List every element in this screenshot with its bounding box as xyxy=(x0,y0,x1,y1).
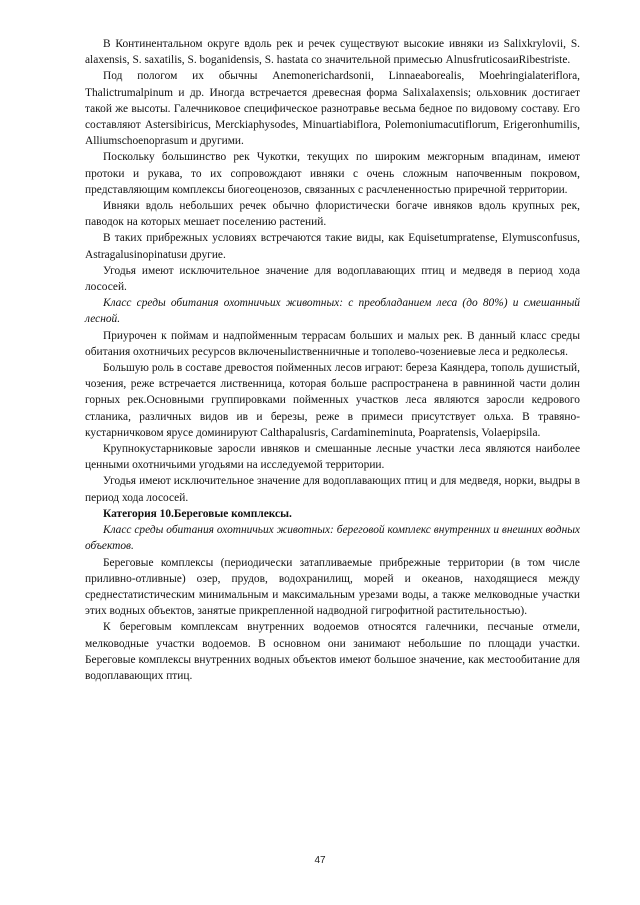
document-page xyxy=(85,36,580,684)
paragraph-floodplain-forest-composition: Большую роль в составе древостоя пойменных лесов играют: береза Каяндера, тополь душистый, чозения, реже встречается лиственница, которая больше распространена в равнинной части долин горных рек.Основными группировками пойменных участков леса являются заросли кедрового стланика, различных видов ив и березы, реже в примеси присутствует ольха. В травяно-кустарничковом ярусе доминируют Calthapalusris, Cardamineminuta, Poapratensis, Volaepipsila. xyxy=(85,362,580,439)
paragraph-coastal-definition: Береговые комплексы (периодически затапливаемые прибрежные территории (в том числе приливно-отливные) озер, прудов, водохранилищ, морей и океанов, находящиеся между среднестатистическим минимальным и максимальным урезами воды, а также мелководные участки этих водных объектов, занятые прикрепленной надводной гигрофитной растительностью). xyxy=(85,556,580,618)
category-10-heading: Категория 10.Береговые комплексы. xyxy=(103,507,292,520)
paragraph-habitat-value: Угодья имеют исключительное значение для водоплавающих птиц и медведя в период хода лососей. xyxy=(85,264,580,294)
habitat-class-coastal-heading: Класс среды обитания охотничьих животных: береговой комплекс внутренних и внешних водных объектов. xyxy=(85,524,580,553)
paragraph-hunting-value: Угодья имеют исключительное значение для водоплавающих птиц и для медведя, норки, выдры в период хода лососей. xyxy=(85,475,580,504)
paragraph-floodplain-terraces: Приурочен к поймам и надпойменным террасам больших и малых рек. В данный класс среды обитания охотничьих ресурсов включеныlиственничные и тополево-чозениевые леса и редколесья. xyxy=(85,329,580,358)
habitat-class-forest-heading: Класс среды обитания охотничьих животных: с преобладанием леса (до 80%) и смешанный лесной. xyxy=(85,297,580,326)
paragraph-inland-coastal: К береговым комплексам внутренних водоемов относятся галечники, песчаные отмели, мелководные участки водоемов. В основном они занимают небольшие по площади участки. Береговые комплексы внутренних водных объектов имеют большое значение, как местообитание для водоплавающих птиц. xyxy=(85,621,580,682)
paragraph-willows-continental: В Континентальном округе вдоль рек и речек существуют высокие ивняки из Salixkrylovii, S. alaxensis, S. saxatilis, S. boganidensis, S. hastata со значительной примесью AlnusfruticosaиRibestriste. xyxy=(85,38,580,67)
paragraph-chukotka-rivers: Поскольку большинство рек Чукотки, текущих по широким межгорным впадинам, имеют протоки и рукава, то их сопровождают ивняки с очень сложным напочвенным покровом, представляющим комплексы биогеоценозов, связанных с расчлененностью приречной территории. xyxy=(85,151,580,196)
paragraph-shrub-thickets: Крупнокустарниковые заросли ивняков и смешанные лесные участки леса являются наиболее ценными охотничьими угодьями на исследуемой территории. xyxy=(85,443,580,472)
paragraph-small-rivers: Ивняки вдоль небольших речек обычно флористически богаче ивняков вдоль крупных рек, паводок на которых мешает поселению растений. xyxy=(85,200,580,229)
page-number: 47 xyxy=(314,855,326,866)
paragraph-understory-species: Под пологом их обычны Anemonerichardsonii, Linnaeaborealis, Moehringialateriflora, Thalictrumalpinum и др. Иногда встречается древесная форма Salixalaxensis; ольховник достигает такой же высоты. Галечниковое специфическое разнотравье весьма бедное по видовому составу. Его составляют Astersibiricus, Merckiaphysodes, Minuartiabiflora, Polemoniumacutiflorum, Erigeronhumilis, Alliumschoenoprasum и другими. xyxy=(85,70,580,148)
paragraph-riparian-species: В таких прибрежных условиях встречаются такие виды, как Equisetumpratense, Elymusconfusus, Astragalusinopinatusи другие. xyxy=(85,232,580,261)
